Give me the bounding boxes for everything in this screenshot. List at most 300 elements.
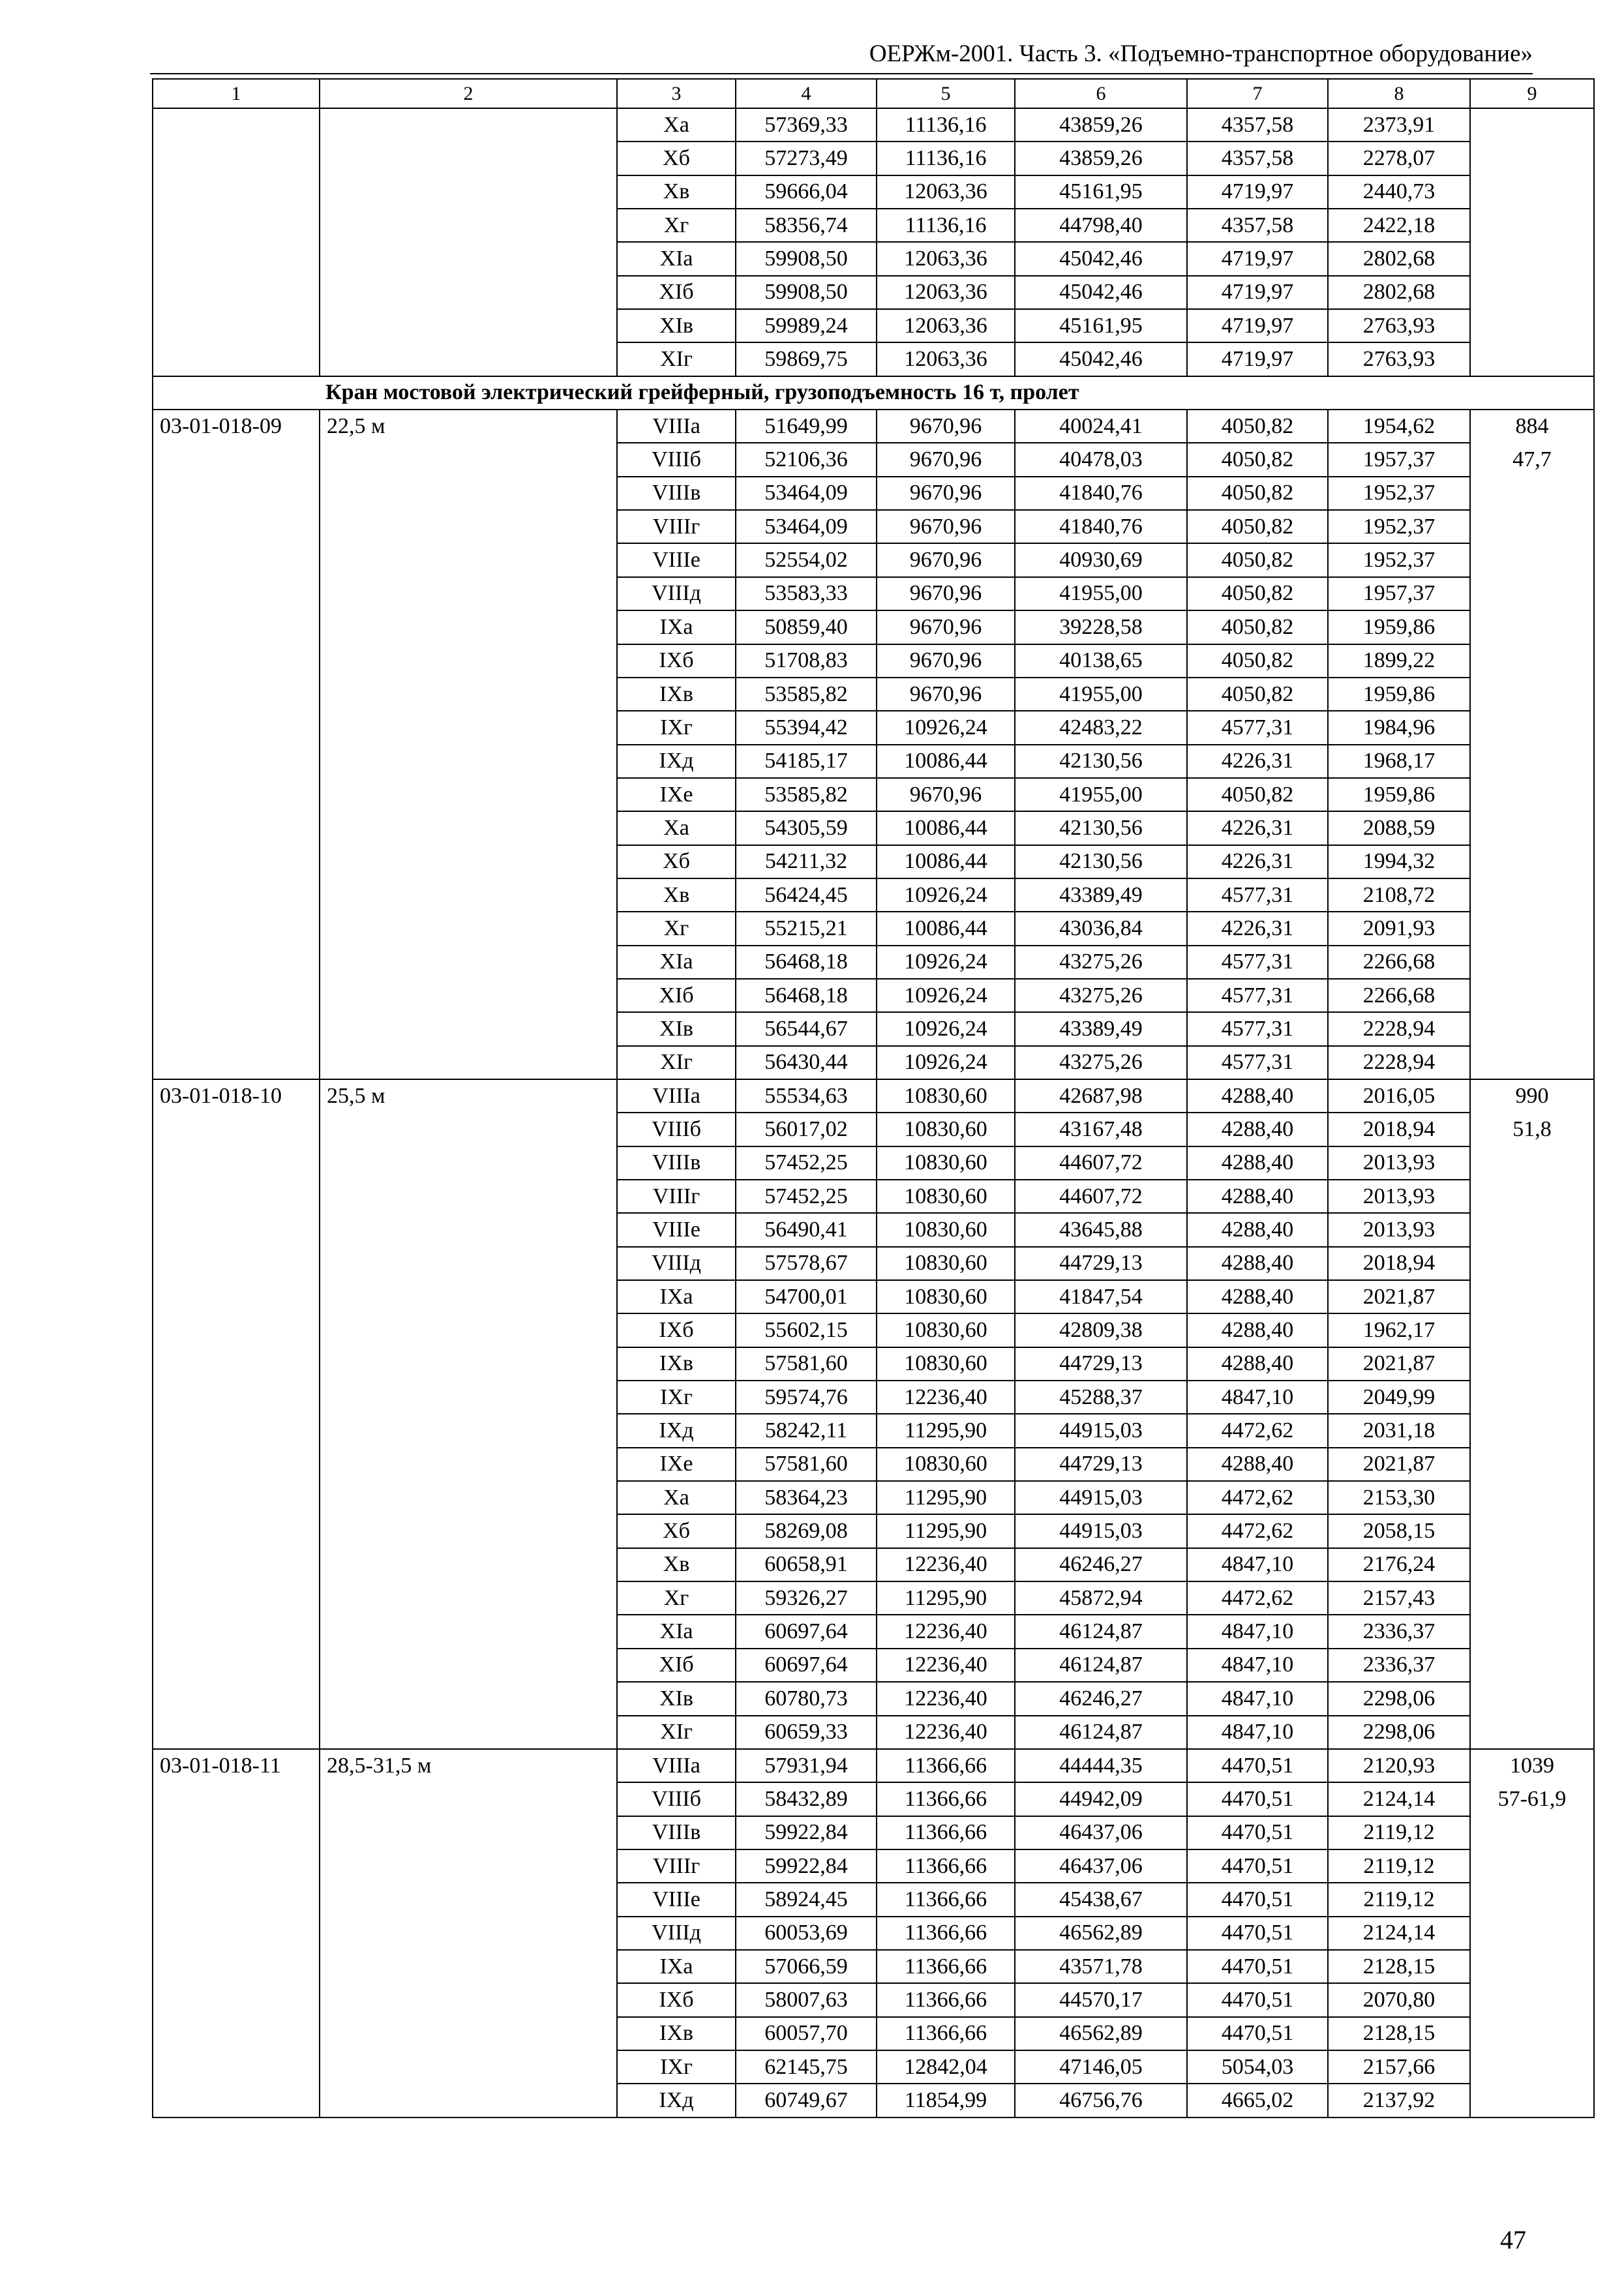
span-cell xyxy=(320,1146,617,1180)
operator-wages-cell: 4288,40 xyxy=(1187,1146,1328,1180)
span-cell xyxy=(320,1381,617,1414)
total-cost-cell: 58356,74 xyxy=(736,209,877,242)
machines-cell: 42809,38 xyxy=(1015,1313,1187,1347)
machines-cell: 47146,05 xyxy=(1015,2050,1187,2084)
zone-cell: IXе xyxy=(617,1448,736,1481)
column-header: 1 xyxy=(153,79,320,108)
labor-cell xyxy=(1470,610,1594,644)
norm-code-cell xyxy=(153,1581,320,1615)
wages-cell: 9670,96 xyxy=(877,477,1015,510)
zone-cell: VIIIг xyxy=(617,510,736,543)
total-cost-cell: 52106,36 xyxy=(736,443,877,476)
column-header: 3 xyxy=(617,79,736,108)
span-cell xyxy=(320,1615,617,1648)
labor-cell xyxy=(1470,1247,1594,1280)
machines-cell: 45042,46 xyxy=(1015,342,1187,376)
total-cost-cell: 55394,42 xyxy=(736,711,877,744)
operator-wages-cell: 4288,40 xyxy=(1187,1180,1328,1213)
wages-cell: 9670,96 xyxy=(877,778,1015,811)
labor-cell xyxy=(1470,912,1594,945)
total-cost-cell: 59922,84 xyxy=(736,1849,877,1883)
total-cost-cell: 62145,75 xyxy=(736,2050,877,2084)
span-cell xyxy=(320,1581,617,1615)
span-cell xyxy=(320,2084,617,2117)
column-header: 6 xyxy=(1015,79,1187,108)
table-row xyxy=(153,1816,1594,1849)
operator-wages-cell: 4226,31 xyxy=(1187,845,1328,878)
labor-cell xyxy=(1470,946,1594,979)
table-row xyxy=(153,878,1594,912)
total-cost-cell: 58007,63 xyxy=(736,1983,877,2016)
zone-cell: IXг xyxy=(617,2050,736,2084)
table-row xyxy=(153,1649,1594,1682)
materials-cell: 2018,94 xyxy=(1328,1247,1470,1280)
span-cell xyxy=(320,878,617,912)
total-cost-cell: 54211,32 xyxy=(736,845,877,878)
zone-cell: VIIIг xyxy=(617,1849,736,1883)
wages-cell: 12236,40 xyxy=(877,1682,1015,1715)
norm-code-cell xyxy=(153,610,320,644)
labor-cell xyxy=(1470,1313,1594,1347)
wages-cell: 10830,60 xyxy=(877,1180,1015,1213)
machines-cell: 44444,35 xyxy=(1015,1749,1187,1782)
wages-cell: 9670,96 xyxy=(877,577,1015,610)
table-row xyxy=(153,577,1594,610)
zone-cell: Xг xyxy=(617,912,736,945)
span-cell xyxy=(320,644,617,678)
wages-cell: 10926,24 xyxy=(877,1012,1015,1045)
norm-code-cell xyxy=(153,979,320,1012)
operator-wages-cell: 4050,82 xyxy=(1187,443,1328,476)
zone-cell: IXа xyxy=(617,610,736,644)
wages-cell: 12236,40 xyxy=(877,1548,1015,1581)
total-cost-cell: 53464,09 xyxy=(736,510,877,543)
materials-cell: 2018,94 xyxy=(1328,1113,1470,1146)
wages-cell: 12236,40 xyxy=(877,1716,1015,1749)
operator-wages-cell: 4577,31 xyxy=(1187,946,1328,979)
zone-cell: IXб xyxy=(617,1313,736,1347)
zone-cell: XIб xyxy=(617,276,736,309)
machines-cell: 43389,49 xyxy=(1015,878,1187,912)
zone-cell: VIIIв xyxy=(617,477,736,510)
span-cell xyxy=(320,979,617,1012)
materials-cell: 2119,12 xyxy=(1328,1849,1470,1883)
table-row xyxy=(153,979,1594,1012)
materials-cell: 2157,66 xyxy=(1328,2050,1470,2084)
page-number: 47 xyxy=(1500,2225,1526,2254)
column-header: 7 xyxy=(1187,79,1328,108)
materials-cell: 2128,15 xyxy=(1328,1950,1470,1983)
table-row xyxy=(153,1247,1594,1280)
zone-cell: VIIIб xyxy=(617,1113,736,1146)
operator-wages-cell: 4357,58 xyxy=(1187,142,1328,175)
table-row xyxy=(153,1849,1594,1883)
norm-code-cell xyxy=(153,242,320,275)
total-cost-cell: 57452,25 xyxy=(736,1146,877,1180)
zone-cell: XIб xyxy=(617,979,736,1012)
norm-code-cell xyxy=(153,1782,320,1816)
norm-code-cell xyxy=(153,309,320,342)
operator-wages-cell: 4719,97 xyxy=(1187,242,1328,275)
machines-cell: 46124,87 xyxy=(1015,1716,1187,1749)
zone-cell: VIIIб xyxy=(617,443,736,476)
total-cost-cell: 55215,21 xyxy=(736,912,877,945)
operator-wages-cell: 4357,58 xyxy=(1187,108,1328,142)
labor-cell xyxy=(1470,644,1594,678)
norm-code-cell xyxy=(153,276,320,309)
labor-cell: 57-61,9 xyxy=(1470,1782,1594,1816)
wages-cell: 10830,60 xyxy=(877,1313,1015,1347)
materials-cell: 2157,43 xyxy=(1328,1581,1470,1615)
norm-code-cell xyxy=(153,1012,320,1045)
operator-wages-cell: 4472,62 xyxy=(1187,1581,1328,1615)
norm-code-cell xyxy=(153,845,320,878)
norm-code-cell xyxy=(153,2050,320,2084)
norm-code-cell xyxy=(153,443,320,476)
machines-cell: 46124,87 xyxy=(1015,1615,1187,1648)
zone-cell: Xб xyxy=(617,142,736,175)
norm-code-cell: 03-01-018-11 xyxy=(153,1749,320,1782)
span-cell xyxy=(320,342,617,376)
total-cost-cell: 59574,76 xyxy=(736,1381,877,1414)
table-row xyxy=(153,1046,1594,1079)
machines-cell: 39228,58 xyxy=(1015,610,1187,644)
table-row xyxy=(153,1950,1594,1983)
wages-cell: 11366,66 xyxy=(877,1950,1015,1983)
span-cell xyxy=(320,1816,617,1849)
materials-cell: 2058,15 xyxy=(1328,1514,1470,1548)
span-cell: 28,5-31,5 м xyxy=(320,1749,617,1782)
span-cell xyxy=(320,1649,617,1682)
wages-cell: 11136,16 xyxy=(877,142,1015,175)
norm-code-cell xyxy=(153,644,320,678)
norm-code-cell xyxy=(153,142,320,175)
materials-cell: 1952,37 xyxy=(1328,477,1470,510)
norm-code-cell xyxy=(153,778,320,811)
norm-code-cell xyxy=(153,1816,320,1849)
table-row xyxy=(153,342,1594,376)
norm-code-cell xyxy=(153,1950,320,1983)
zone-cell: VIIIе xyxy=(617,1213,736,1246)
materials-cell: 2088,59 xyxy=(1328,811,1470,845)
materials-cell: 2021,87 xyxy=(1328,1448,1470,1481)
wages-cell: 11366,66 xyxy=(877,1983,1015,2016)
operator-wages-cell: 5054,03 xyxy=(1187,2050,1328,2084)
materials-cell: 2013,93 xyxy=(1328,1213,1470,1246)
span-cell xyxy=(320,811,617,845)
labor-cell xyxy=(1470,1280,1594,1313)
total-cost-cell: 53583,33 xyxy=(736,577,877,610)
labor-cell xyxy=(1470,1615,1594,1648)
operator-wages-cell: 4288,40 xyxy=(1187,1113,1328,1146)
labor-cell xyxy=(1470,242,1594,275)
norm-code-cell xyxy=(153,1247,320,1280)
table-row xyxy=(153,912,1594,945)
total-cost-cell: 59922,84 xyxy=(736,1816,877,1849)
wages-cell: 10086,44 xyxy=(877,811,1015,845)
machines-cell: 44729,13 xyxy=(1015,1347,1187,1381)
span-cell: 25,5 м xyxy=(320,1079,617,1113)
materials-cell: 2137,92 xyxy=(1328,2084,1470,2117)
span-cell xyxy=(320,1682,617,1715)
table-row xyxy=(153,209,1594,242)
zone-cell: IXв xyxy=(617,1347,736,1381)
materials-cell: 2091,93 xyxy=(1328,912,1470,945)
labor-cell: 51,8 xyxy=(1470,1113,1594,1146)
span-cell xyxy=(320,175,617,209)
total-cost-cell: 56490,41 xyxy=(736,1213,877,1246)
zone-cell: XIг xyxy=(617,1716,736,1749)
norm-code-cell xyxy=(153,1113,320,1146)
labor-cell xyxy=(1470,209,1594,242)
span-cell xyxy=(320,1012,617,1045)
materials-cell: 2278,07 xyxy=(1328,142,1470,175)
table-row xyxy=(153,1481,1594,1514)
table-row xyxy=(153,1381,1594,1414)
span-cell xyxy=(320,1180,617,1213)
norm-code-cell xyxy=(153,745,320,778)
total-cost-cell: 59869,75 xyxy=(736,342,877,376)
wages-cell: 11366,66 xyxy=(877,1849,1015,1883)
wages-cell: 11136,16 xyxy=(877,108,1015,142)
wages-cell: 11854,99 xyxy=(877,2084,1015,2117)
machines-cell: 46562,89 xyxy=(1015,2017,1187,2050)
wages-cell: 9670,96 xyxy=(877,543,1015,576)
table-row xyxy=(153,1113,1594,1146)
labor-cell xyxy=(1470,1682,1594,1715)
column-header: 2 xyxy=(320,79,617,108)
materials-cell: 2176,24 xyxy=(1328,1548,1470,1581)
table-row xyxy=(153,309,1594,342)
materials-cell: 2124,14 xyxy=(1328,1917,1470,1950)
price-table xyxy=(152,78,1595,2118)
table-row xyxy=(153,946,1594,979)
span-cell xyxy=(320,309,617,342)
total-cost-cell: 56017,02 xyxy=(736,1113,877,1146)
labor-cell xyxy=(1470,1983,1594,2016)
wages-cell: 12236,40 xyxy=(877,1615,1015,1648)
norm-code-cell xyxy=(153,2084,320,2117)
materials-cell: 2336,37 xyxy=(1328,1649,1470,1682)
total-cost-cell: 58242,11 xyxy=(736,1414,877,1447)
table-row xyxy=(153,142,1594,175)
zone-cell: Xа xyxy=(617,811,736,845)
machines-cell: 46246,27 xyxy=(1015,1548,1187,1581)
labor-cell xyxy=(1470,342,1594,376)
table-row xyxy=(153,778,1594,811)
materials-cell: 2802,68 xyxy=(1328,242,1470,275)
table-row xyxy=(153,1414,1594,1447)
total-cost-cell: 53585,82 xyxy=(736,778,877,811)
machines-cell: 44915,03 xyxy=(1015,1514,1187,1548)
table-row xyxy=(153,1615,1594,1648)
total-cost-cell: 60658,91 xyxy=(736,1548,877,1581)
span-cell xyxy=(320,1548,617,1581)
norm-code-cell xyxy=(153,912,320,945)
operator-wages-cell: 4847,10 xyxy=(1187,1548,1328,1581)
operator-wages-cell: 4288,40 xyxy=(1187,1313,1328,1347)
machines-cell: 45161,95 xyxy=(1015,309,1187,342)
span-cell xyxy=(320,142,617,175)
labor-cell xyxy=(1470,2050,1594,2084)
materials-cell: 1959,86 xyxy=(1328,678,1470,711)
table-row xyxy=(153,811,1594,845)
labor-cell xyxy=(1470,142,1594,175)
operator-wages-cell: 4470,51 xyxy=(1187,1950,1328,1983)
wages-cell: 11136,16 xyxy=(877,209,1015,242)
norm-code-cell xyxy=(153,1548,320,1581)
norm-code-cell xyxy=(153,1381,320,1414)
labor-cell xyxy=(1470,477,1594,510)
total-cost-cell: 60659,33 xyxy=(736,1716,877,1749)
table-row xyxy=(153,1313,1594,1347)
total-cost-cell: 60780,73 xyxy=(736,1682,877,1715)
machines-cell: 44570,17 xyxy=(1015,1983,1187,2016)
norm-code-cell xyxy=(153,1481,320,1514)
materials-cell: 1957,37 xyxy=(1328,443,1470,476)
span-cell xyxy=(320,1046,617,1079)
wages-cell: 11295,90 xyxy=(877,1414,1015,1447)
span-cell xyxy=(320,1247,617,1280)
operator-wages-cell: 4470,51 xyxy=(1187,2017,1328,2050)
total-cost-cell: 58924,45 xyxy=(736,1883,877,1916)
labor-cell xyxy=(1470,175,1594,209)
machines-cell: 46562,89 xyxy=(1015,1917,1187,1950)
labor-cell xyxy=(1470,1514,1594,1548)
span-cell xyxy=(320,678,617,711)
labor-cell xyxy=(1470,2017,1594,2050)
zone-cell: VIIIд xyxy=(617,1247,736,1280)
total-cost-cell: 51649,99 xyxy=(736,410,877,443)
operator-wages-cell: 4577,31 xyxy=(1187,1046,1328,1079)
zone-cell: XIг xyxy=(617,342,736,376)
labor-cell xyxy=(1470,811,1594,845)
norm-code-cell xyxy=(153,543,320,576)
zone-cell: IXд xyxy=(617,1414,736,1447)
total-cost-cell: 59666,04 xyxy=(736,175,877,209)
wages-cell: 10830,60 xyxy=(877,1079,1015,1113)
zone-cell: XIа xyxy=(617,1615,736,1648)
zone-cell: Xб xyxy=(617,1514,736,1548)
total-cost-cell: 56430,44 xyxy=(736,1046,877,1079)
operator-wages-cell: 4665,02 xyxy=(1187,2084,1328,2117)
table-row xyxy=(153,2017,1594,2050)
norm-code-cell xyxy=(153,811,320,845)
machines-cell: 40024,41 xyxy=(1015,410,1187,443)
labor-cell xyxy=(1470,1381,1594,1414)
operator-wages-cell: 4050,82 xyxy=(1187,510,1328,543)
machines-cell: 43275,26 xyxy=(1015,1046,1187,1079)
wages-cell: 10830,60 xyxy=(877,1347,1015,1381)
machines-cell: 46246,27 xyxy=(1015,1682,1187,1715)
norm-code-cell xyxy=(153,1313,320,1347)
wages-cell: 12063,36 xyxy=(877,242,1015,275)
machines-cell: 44942,09 xyxy=(1015,1782,1187,1816)
wages-cell: 10830,60 xyxy=(877,1213,1015,1246)
zone-cell: IXг xyxy=(617,711,736,744)
labor-cell xyxy=(1470,276,1594,309)
span-cell: 22,5 м xyxy=(320,410,617,443)
wages-cell: 12063,36 xyxy=(877,175,1015,209)
span-cell xyxy=(320,543,617,576)
table-row xyxy=(153,443,1594,476)
labor-cell xyxy=(1470,1716,1594,1749)
span-cell xyxy=(320,1280,617,1313)
norm-code-cell xyxy=(153,108,320,142)
materials-cell: 1984,96 xyxy=(1328,711,1470,744)
wages-cell: 10926,24 xyxy=(877,979,1015,1012)
materials-cell: 1959,86 xyxy=(1328,610,1470,644)
machines-cell: 43275,26 xyxy=(1015,946,1187,979)
span-cell xyxy=(320,577,617,610)
zone-cell: Xв xyxy=(617,175,736,209)
materials-cell: 2153,30 xyxy=(1328,1481,1470,1514)
zone-cell: VIIIе xyxy=(617,1883,736,1916)
table-row xyxy=(153,1347,1594,1381)
machines-cell: 46124,87 xyxy=(1015,1649,1187,1682)
machines-cell: 44915,03 xyxy=(1015,1481,1187,1514)
span-cell xyxy=(320,276,617,309)
norm-code-cell xyxy=(153,477,320,510)
span-cell xyxy=(320,711,617,744)
span-cell xyxy=(320,2050,617,2084)
machines-cell: 44607,72 xyxy=(1015,1146,1187,1180)
materials-cell: 2120,93 xyxy=(1328,1749,1470,1782)
wages-cell: 11366,66 xyxy=(877,1883,1015,1916)
labor-cell xyxy=(1470,1213,1594,1246)
wages-cell: 9670,96 xyxy=(877,610,1015,644)
table-row xyxy=(153,1983,1594,2016)
table-row xyxy=(153,1280,1594,1313)
materials-cell: 2128,15 xyxy=(1328,2017,1470,2050)
wages-cell: 10086,44 xyxy=(877,745,1015,778)
norm-code-cell xyxy=(153,1280,320,1313)
materials-cell: 2440,73 xyxy=(1328,175,1470,209)
zone-cell: IXг xyxy=(617,1381,736,1414)
total-cost-cell: 57273,49 xyxy=(736,142,877,175)
wages-cell: 10830,60 xyxy=(877,1280,1015,1313)
table-row xyxy=(153,1548,1594,1581)
materials-cell: 2021,87 xyxy=(1328,1347,1470,1381)
operator-wages-cell: 4357,58 xyxy=(1187,209,1328,242)
operator-wages-cell: 4577,31 xyxy=(1187,711,1328,744)
materials-cell: 2763,93 xyxy=(1328,342,1470,376)
machines-cell: 43645,88 xyxy=(1015,1213,1187,1246)
total-cost-cell: 59908,50 xyxy=(736,276,877,309)
span-cell xyxy=(320,1983,617,2016)
labor-cell: 47,7 xyxy=(1470,443,1594,476)
materials-cell: 1994,32 xyxy=(1328,845,1470,878)
table-row xyxy=(153,543,1594,576)
materials-cell: 1952,37 xyxy=(1328,510,1470,543)
machines-cell: 42130,56 xyxy=(1015,811,1187,845)
operator-wages-cell: 4472,62 xyxy=(1187,1481,1328,1514)
span-cell xyxy=(320,1782,617,1816)
table-row xyxy=(153,711,1594,744)
operator-wages-cell: 4050,82 xyxy=(1187,644,1328,678)
table-row xyxy=(153,410,1594,443)
norm-code-cell xyxy=(153,878,320,912)
column-header: 4 xyxy=(736,79,877,108)
materials-cell: 1899,22 xyxy=(1328,644,1470,678)
norm-code-cell xyxy=(153,342,320,376)
column-header: 8 xyxy=(1328,79,1470,108)
materials-cell: 2108,72 xyxy=(1328,878,1470,912)
column-header: 9 xyxy=(1470,79,1594,108)
column-number-row xyxy=(153,79,1594,108)
operator-wages-cell: 4288,40 xyxy=(1187,1347,1328,1381)
labor-cell: 884 xyxy=(1470,410,1594,443)
